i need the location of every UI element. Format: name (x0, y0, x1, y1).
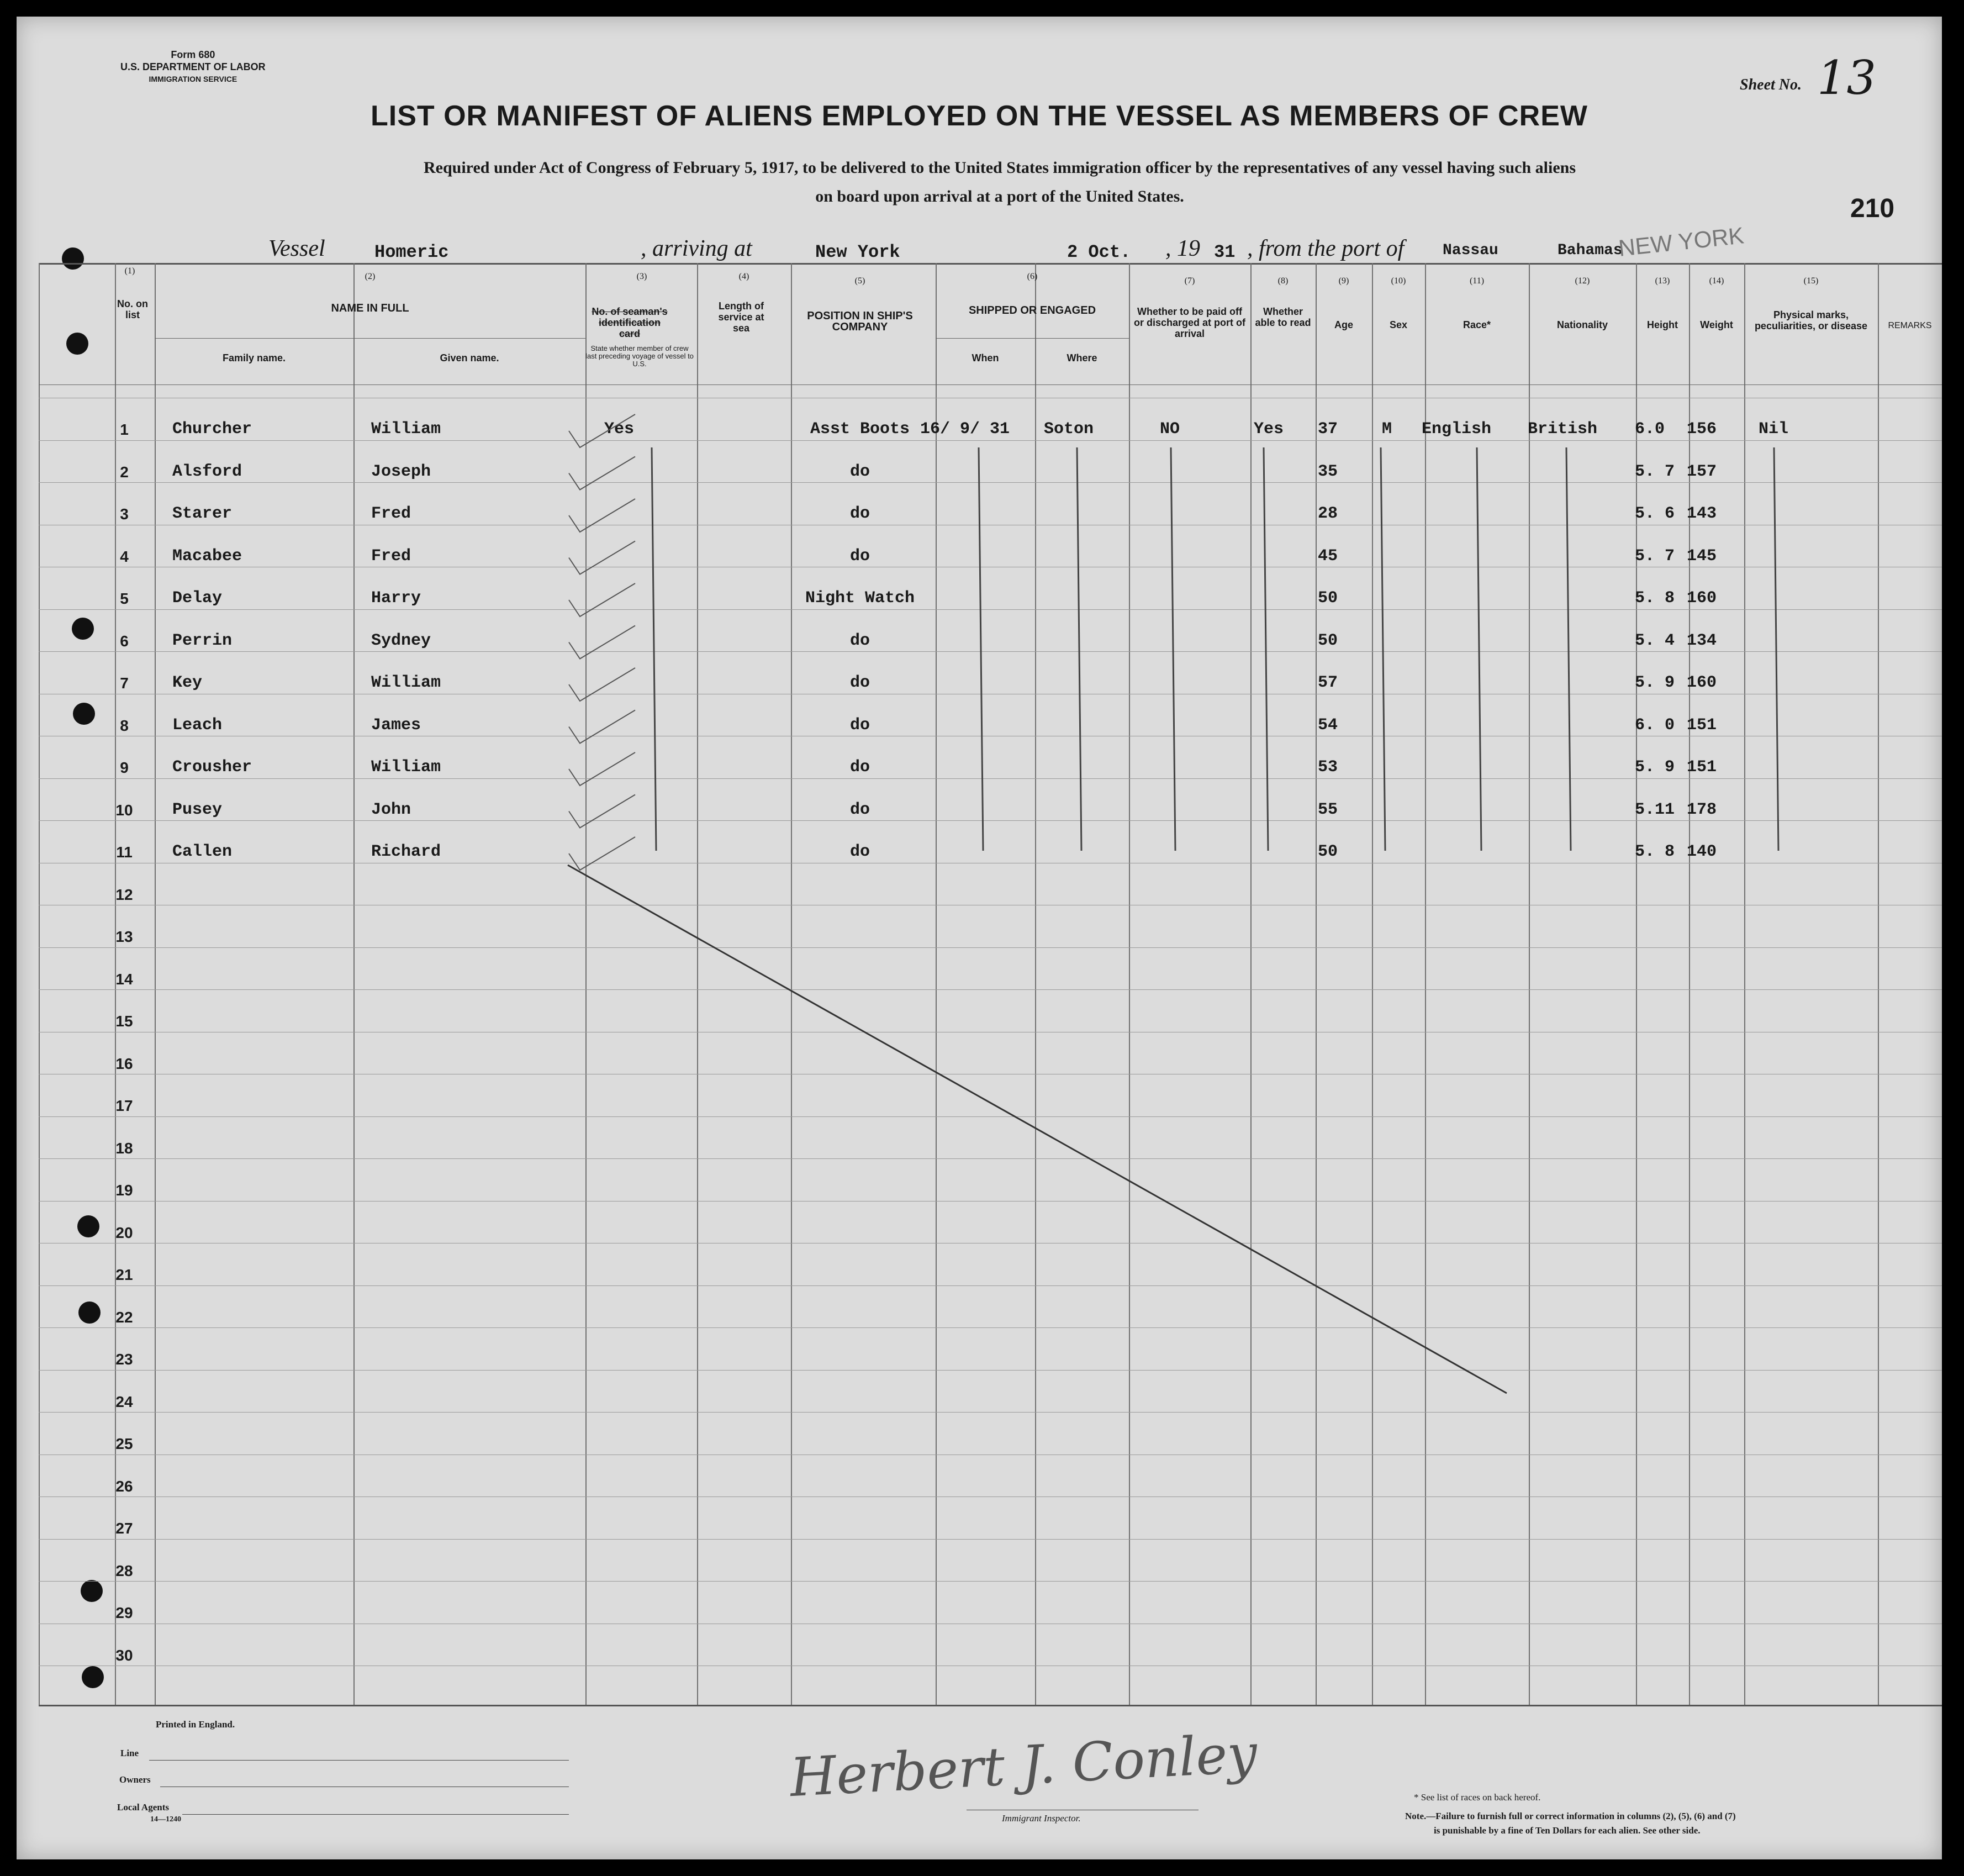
cell-family: Callen (172, 842, 233, 861)
col12-header: Nationality (1556, 319, 1608, 330)
cell-position: do (849, 842, 870, 861)
cell-family: Starer (172, 504, 233, 523)
row-number: 10 (115, 802, 133, 819)
races-note: * See list of races on back hereof. (1414, 1792, 1541, 1803)
penalty-note-2: is punishable by a fine of Ten Dollars for each alien. See other side. (1434, 1825, 1701, 1836)
col13-header: Height (1647, 319, 1678, 330)
row-number: 23 (115, 1351, 133, 1368)
arriving-port: New York (815, 242, 900, 262)
row-number: 15 (115, 1013, 133, 1030)
cell-age: 54 (1318, 716, 1338, 735)
checkmark (569, 668, 635, 701)
checkmark (569, 795, 635, 828)
col11-number: (11) (1469, 276, 1485, 286)
cell-age: 57 (1318, 673, 1338, 692)
cell-family: Perrin (172, 631, 233, 650)
checkmark (569, 710, 635, 744)
remarks-header: REMARKS (1888, 321, 1932, 330)
ditto-stroke (1774, 447, 1778, 851)
cell-height: 6. 0 (1635, 716, 1675, 735)
checkmark (569, 583, 635, 616)
cell-position: do (849, 716, 870, 735)
cell-weight: 143 (1687, 504, 1717, 523)
cell-paid: NO (1160, 420, 1180, 439)
cell-height: 6.0 (1635, 420, 1665, 439)
departure-country: Bahamas (1558, 242, 1623, 259)
cell-family: Macabee (172, 547, 242, 566)
row-number: 20 (115, 1224, 133, 1241)
cell-weight: 151 (1687, 716, 1717, 735)
col10-number: (10) (1391, 276, 1406, 286)
col1-header: No. on list (117, 298, 148, 320)
col8-header: Whether able to read (1255, 306, 1311, 328)
cell-height: 5. 9 (1635, 758, 1675, 777)
cell-weight: 145 (1687, 547, 1717, 566)
service: IMMIGRATION SERVICE (149, 75, 237, 83)
col13-number: (13) (1655, 276, 1670, 286)
cell-read: Yes (1254, 420, 1284, 439)
checkmark (569, 457, 635, 490)
cell-card: Yes (604, 420, 635, 439)
row-number: 11 (116, 844, 133, 861)
col9-header: Age (1334, 319, 1353, 330)
checkmark (569, 541, 635, 575)
cell-marks: Nil (1759, 420, 1789, 439)
ditto-stroke (1566, 447, 1571, 851)
cell-given: Fred (371, 504, 411, 523)
cell-height: 5. 8 (1635, 842, 1675, 861)
col9-number: (9) (1338, 276, 1349, 286)
ditto-stroke (1077, 447, 1081, 851)
cell-family: Churcher (172, 420, 252, 439)
cell-family: Crousher (172, 758, 252, 777)
row-number: 14 (115, 971, 133, 988)
page-number: 210 (1850, 194, 1895, 223)
col15-number: (15) (1803, 276, 1819, 286)
row-number: 30 (115, 1647, 133, 1664)
col5-header: POSITION IN SHIP'S COMPANY (807, 310, 913, 333)
col5-number: (5) (854, 276, 865, 286)
col2b-header: Given name. (440, 352, 499, 363)
col8-number: (8) (1277, 276, 1289, 286)
subtitle-line-1: Required under Act of Congress of February 5, 1917, to be delivered to the United States immigration officer by the representatives of any vessel having such aliens (424, 159, 1576, 177)
col3-header: No. of seaman's identification card (592, 306, 668, 339)
inspector-label: Immigrant Inspector. (1002, 1813, 1081, 1824)
cell-age: 50 (1318, 589, 1338, 608)
cell-given: Fred (371, 547, 411, 566)
agents-label: Local Agents (117, 1802, 169, 1812)
row-number: 19 (115, 1182, 133, 1199)
cell-height: 5. 4 (1635, 631, 1675, 650)
col7-number: (7) (1184, 276, 1195, 286)
cell-given: William (371, 673, 441, 692)
cell-weight: 157 (1687, 462, 1717, 481)
row-number: 27 (115, 1520, 133, 1537)
cell-where: Soton (1044, 420, 1094, 439)
row-number: 24 (115, 1393, 133, 1410)
cell-given: James (371, 716, 421, 735)
ditto-stroke (652, 447, 656, 851)
page-title: LIST OR MANIFEST OF ALIENS EMPLOYED ON THE VESSEL AS MEMBERS OF CREW (371, 100, 1588, 132)
sheet-number: 13 (1817, 51, 1876, 105)
col15-header: Physical marks, peculiarities, or disease (1754, 309, 1868, 331)
cell-weight: 151 (1687, 758, 1717, 777)
cell-age: 45 (1318, 547, 1338, 566)
cell-position: do (849, 800, 870, 819)
row-number: 13 (115, 928, 133, 945)
row-number: 17 (115, 1097, 133, 1114)
cell-height: 5. 9 (1635, 673, 1675, 692)
cell-height: 5. 7 (1635, 462, 1675, 481)
cell-position: do (849, 673, 870, 692)
manifest-sheet (17, 17, 1942, 1859)
arrival-date: 2 Oct. (1067, 242, 1131, 262)
from-port-label: , from the port of (1247, 236, 1405, 261)
cell-height: 5. 8 (1635, 589, 1675, 608)
subtitle-line-2: on board upon arrival at a port of the United States. (815, 187, 1184, 205)
cell-age: 55 (1318, 800, 1338, 819)
arrival-year: 31 (1214, 242, 1236, 262)
col4-header: Length of service at sea (718, 301, 764, 334)
col2a-header: Family name. (222, 352, 286, 363)
row-number: 22 (115, 1309, 133, 1326)
cell-weight: 160 (1687, 673, 1717, 692)
vessel-label: Vessel (268, 236, 325, 261)
year-prefix: , 19 (1165, 236, 1200, 261)
cell-position: Asst Boots (810, 420, 910, 439)
departure-port: Nassau (1443, 242, 1498, 259)
checkmark (569, 752, 635, 786)
cell-height: 5. 7 (1635, 547, 1675, 566)
cell-age: 35 (1318, 462, 1338, 481)
ditto-stroke (979, 447, 983, 851)
arriving-label: , arriving at (641, 236, 752, 261)
cell-age: 50 (1318, 842, 1338, 861)
cell-weight: 140 (1687, 842, 1717, 861)
cell-age: 50 (1318, 631, 1338, 650)
col1-number: (1) (124, 266, 135, 276)
inspector-signature: Herbert J. Conley (788, 1722, 1259, 1809)
col12-number: (12) (1575, 276, 1590, 286)
form-number: Form 680 (171, 49, 215, 60)
cell-position: do (849, 504, 870, 523)
row-number: 5 (120, 590, 129, 607)
line-label: Line (120, 1748, 139, 1758)
cell-weight: 160 (1687, 589, 1717, 608)
row-number: 29 (115, 1604, 133, 1621)
owners-label: Owners (119, 1774, 151, 1785)
ditto-stroke (1171, 447, 1175, 851)
col4-number: (4) (738, 272, 749, 281)
col10-header: Sex (1389, 319, 1408, 330)
row-number: 2 (120, 463, 129, 481)
row-number: 3 (120, 505, 129, 523)
row-number: 6 (120, 633, 129, 650)
pencil-annotations (17, 17, 1942, 1859)
cell-given: Richard (371, 842, 441, 861)
ditto-stroke (1381, 447, 1385, 851)
checkmark (569, 626, 635, 659)
cell-age: 28 (1318, 504, 1338, 523)
cell-weight: 156 (1687, 420, 1717, 439)
col2-header: NAME IN FULL (331, 302, 409, 314)
cell-family: Leach (172, 716, 223, 735)
penalty-note-1: Note.—Failure to furnish full or correct information in columns (2), (5), (6) and (7) (1405, 1811, 1736, 1821)
cell-height: 5.11 (1635, 800, 1675, 819)
vessel-name: Homeric (374, 242, 449, 262)
row-number: 21 (115, 1266, 133, 1283)
row-number: 8 (120, 717, 129, 734)
pencil-ditto-lines (652, 447, 1778, 851)
cell-given: John (371, 800, 411, 819)
cell-position: Night Watch (805, 589, 915, 608)
cell-when: 16/ 9/ 31 (920, 420, 1010, 439)
row-number: 7 (120, 674, 129, 692)
cell-position: do (849, 758, 870, 777)
printed-note: Printed in England. (156, 1719, 235, 1730)
cell-family: Delay (172, 589, 223, 608)
col7-header: Whether to be paid off or discharged at port of arrival (1133, 306, 1246, 339)
cell-given: Joseph (371, 462, 431, 481)
checkmark (569, 414, 635, 447)
row-number: 9 (120, 759, 129, 776)
col6-number: (6) (1027, 272, 1038, 281)
pencil-cancel-stroke (568, 865, 1507, 1393)
cell-age: 37 (1318, 420, 1338, 439)
row-number: 1 (120, 421, 129, 438)
col6a-header: When (972, 352, 999, 363)
cell-given: Harry (371, 589, 421, 608)
col14-header: Weight (1700, 319, 1733, 330)
cell-height: 5. 6 (1635, 504, 1675, 523)
col3-subheader: State whether member of crew last preceding voyage of vessel to U.S. (585, 344, 694, 368)
row-number: 4 (120, 548, 129, 565)
col11-header: Race* (1463, 319, 1491, 330)
cell-position: do (849, 631, 870, 650)
row-number: 28 (115, 1562, 133, 1579)
checkmark (569, 837, 635, 870)
cell-given: William (371, 758, 441, 777)
department: U.S. DEPARTMENT OF LABOR (120, 61, 266, 72)
cell-family: Pusey (172, 800, 223, 819)
cell-age: 53 (1318, 758, 1338, 777)
port-stamp: NEW YORK (1617, 222, 1745, 261)
ditto-stroke (1477, 447, 1481, 851)
cell-position: do (849, 462, 870, 481)
col6-header: SHIPPED OR ENGAGED (968, 304, 1096, 317)
row-number: 26 (115, 1478, 133, 1495)
row-number: 25 (115, 1435, 133, 1452)
sheet-label: Sheet No. (1740, 76, 1802, 93)
col14-number: (14) (1709, 276, 1724, 286)
line-field (149, 1760, 569, 1761)
col3-number: (3) (636, 272, 647, 281)
cell-given: William (371, 420, 441, 439)
cell-given: Sydney (371, 631, 431, 650)
cell-nationality: British (1528, 420, 1598, 439)
row-number: 12 (115, 886, 133, 903)
cell-position: do (849, 547, 870, 566)
row-number: 16 (115, 1055, 133, 1072)
cell-weight: 134 (1687, 631, 1717, 650)
form-code: 14—1240 (150, 1815, 181, 1824)
pencil-checkmarks (569, 414, 635, 870)
cell-sex: M (1382, 420, 1392, 439)
col6b-header: Where (1067, 352, 1097, 363)
cell-race: English (1422, 420, 1492, 439)
ditto-stroke (1264, 447, 1268, 851)
cell-family: Key (172, 673, 203, 692)
cell-weight: 178 (1687, 800, 1717, 819)
agents-field (182, 1814, 569, 1815)
col2-number: (2) (365, 272, 376, 281)
row-number: 18 (115, 1140, 133, 1157)
cell-family: Alsford (172, 462, 242, 481)
checkmark (569, 499, 635, 532)
